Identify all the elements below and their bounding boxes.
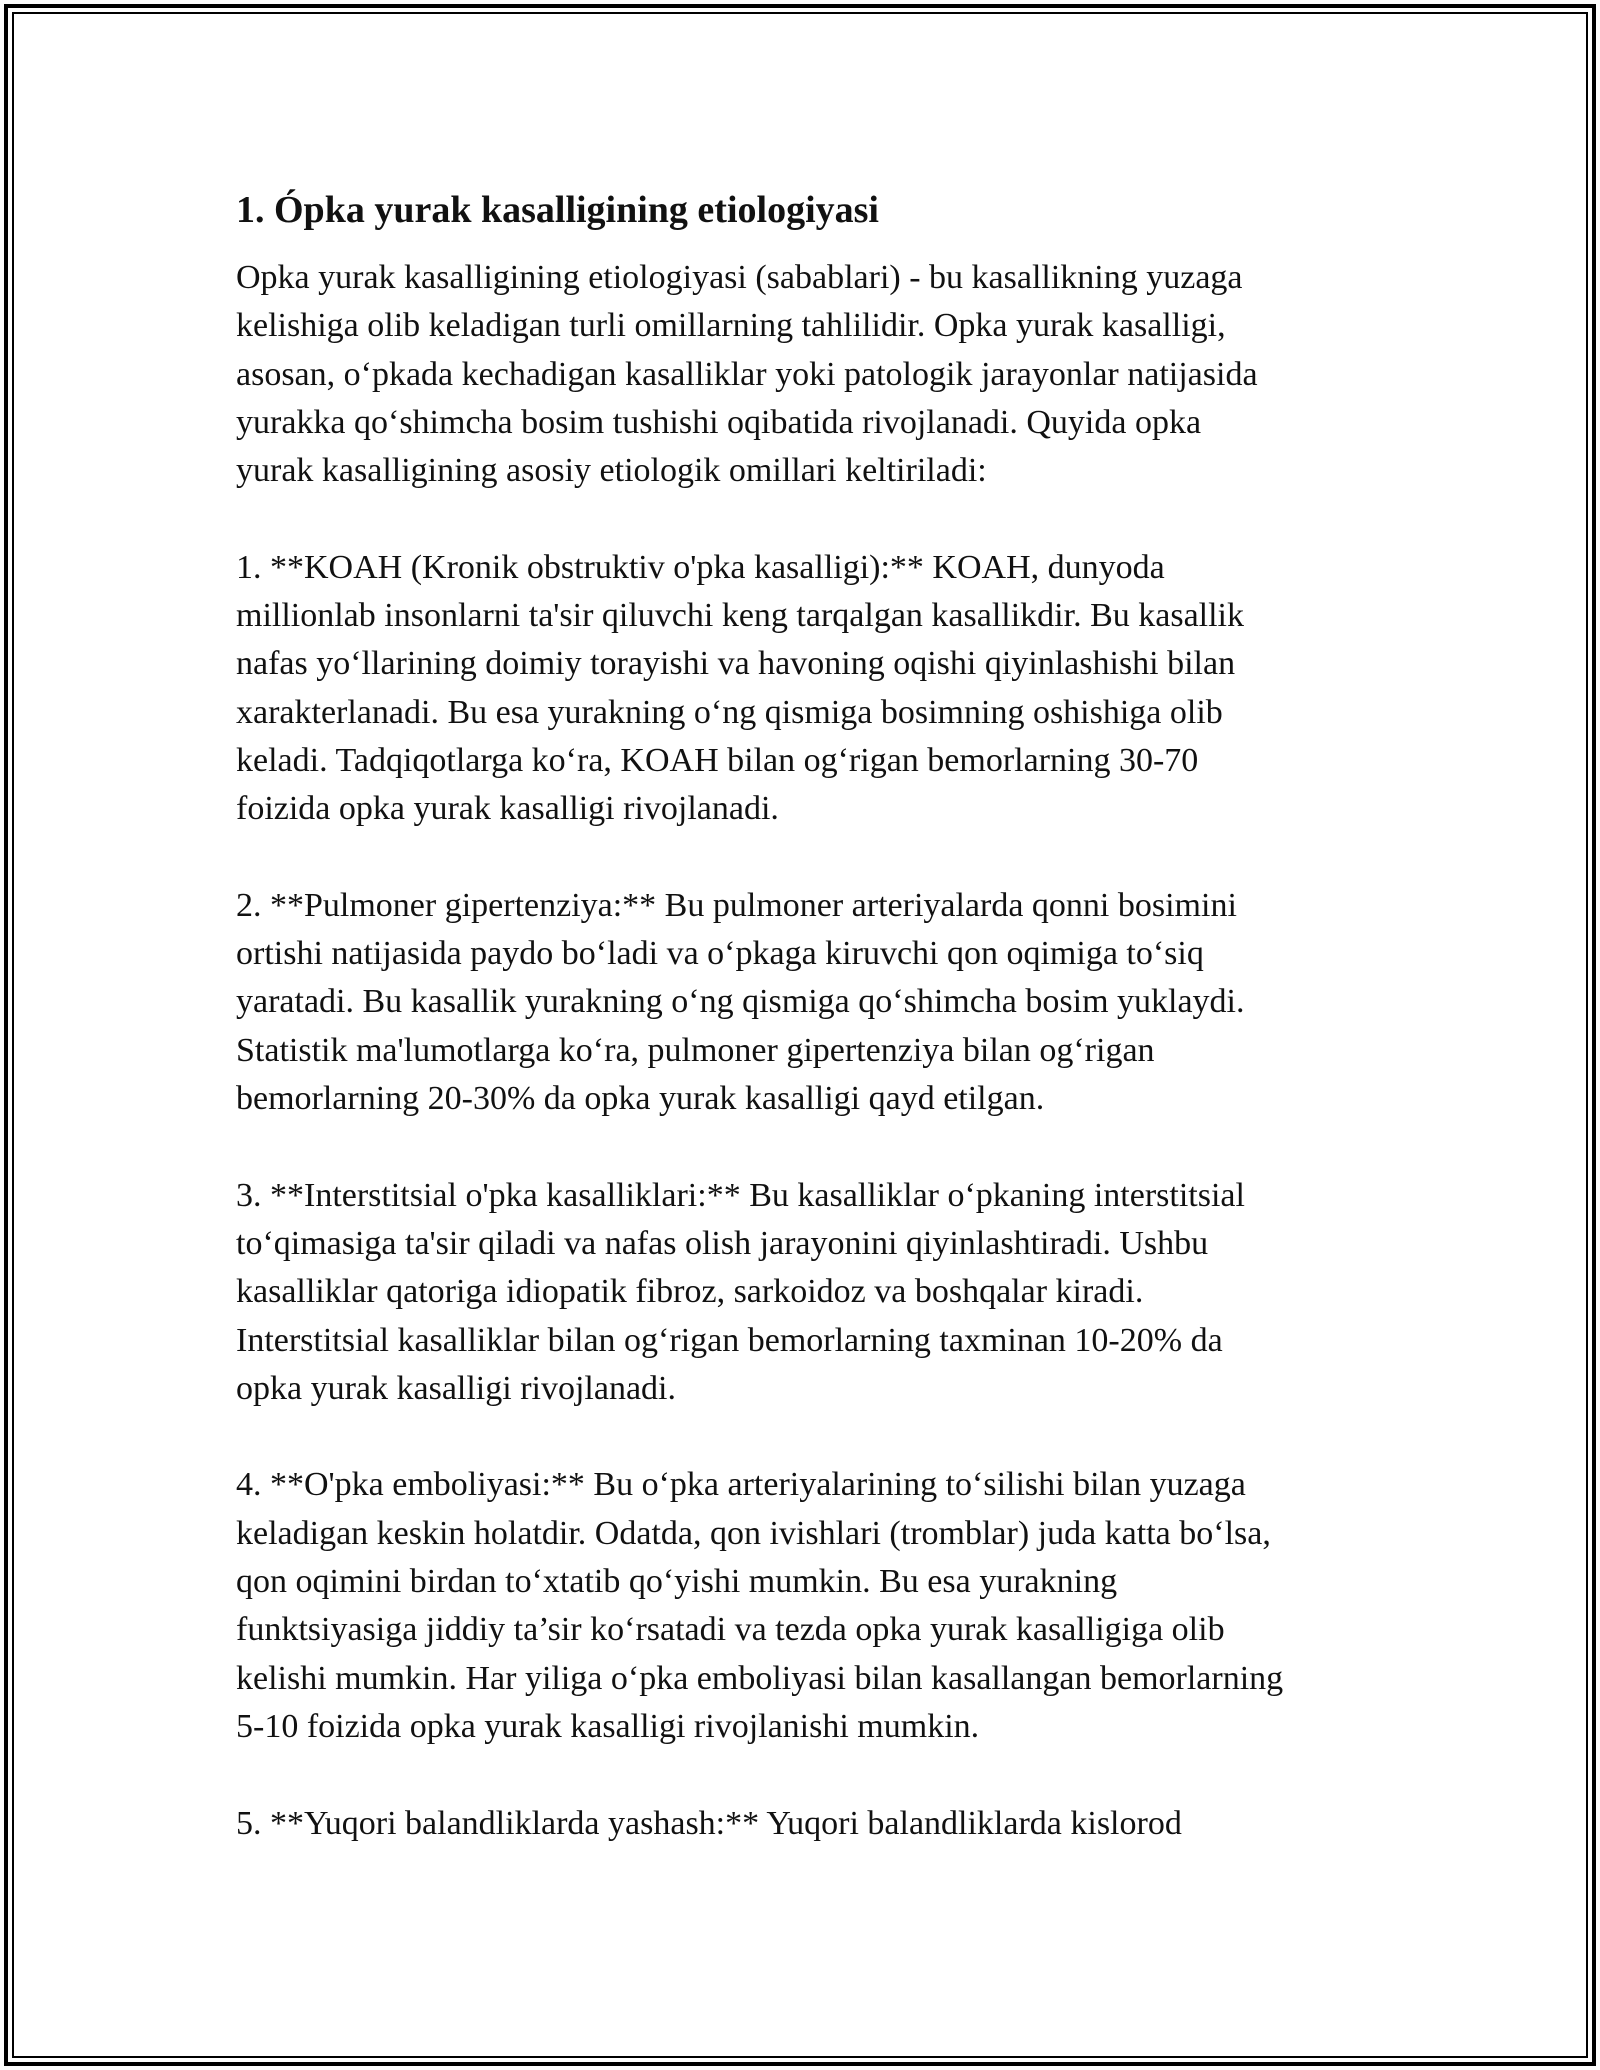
text-line: Opka yurak kasalligining etiologiyasi (sabablari) - bu kasallikning yuzaga xyxy=(236,259,1243,296)
text-line: 5-10 foizida opka yurak kasalligi rivojlanishi mumkin. xyxy=(236,1707,980,1745)
text-line: funktsiyasiga jiddiy ta’sir ko‘rsatadi va tezda opka yurak kasalligiga olib xyxy=(236,1611,1225,1649)
text-line: millionlab insonlarni ta'sir qiluvchi keng tarqalgan kasallikdir. Bu kasallik xyxy=(236,597,1244,635)
paragraph-list xyxy=(236,254,1386,1848)
paragraph xyxy=(236,1461,1386,1751)
paragraph xyxy=(236,882,1386,1123)
paragraph xyxy=(236,1800,1386,1848)
text-line: foizida opka yurak kasalligi rivojlanadi. xyxy=(236,790,779,828)
text-line: yurakka qo‘shimcha bosim tushishi oqibatida rivojlanadi. Quyida opka xyxy=(236,403,1202,441)
text-line: qon oqimini birdan to‘xtatib qo‘yishi mumkin. Bu esa yurakning xyxy=(236,1563,1118,1601)
text-line: keladi. Tadqiqotlarga ko‘ra, KOAH bilan og‘rigan bemorlarning 30-70 xyxy=(236,741,1199,779)
text-line: bemorlarning 20-30% da opka yurak kasalligi qayd etilgan. xyxy=(236,1080,1045,1118)
text-line: yurak kasalligining asosiy etiologik omillari keltiriladi: xyxy=(236,452,987,490)
text-line: nafas yo‘llarining doimiy torayishi va havoning oqishi qiyinlashishi bilan xyxy=(236,645,1236,683)
text-line: 4. **O'pka emboliyasi:** Bu o‘pka arteriyalarining to‘silishi bilan yuzaga xyxy=(236,1466,1246,1504)
text-line: Interstitsial kasalliklar bilan og‘rigan bemorlarning taxminan 10-20% da xyxy=(236,1321,1223,1359)
text-line: ortishi natijasida paydo bo‘ladi va o‘pkaga kiruvchi qon oqimiga to‘siq xyxy=(236,935,1204,973)
text-line: 3. **Interstitsial o'pka kasalliklari:** Bu kasalliklar o‘pkaning interstitsial xyxy=(236,1176,1245,1214)
text-line: asosan, o‘pkada kechadigan kasalliklar yoki patologik jarayonlar natijasida xyxy=(236,355,1258,393)
document-body xyxy=(236,186,1386,1896)
text-line: Statistik ma'lumotlarga ko‘ra, pulmoner gipertenziya bilan og‘rigan xyxy=(236,1031,1155,1069)
text-line: kelishi mumkin. Har yiliga o‘pka emboliyasi bilan kasallangan bemorlarning xyxy=(236,1659,1284,1697)
paragraph xyxy=(236,1172,1386,1413)
text-line: keladigan keskin holatdir. Odatda, qon ivishlari (tromblar) juda katta bo‘lsa, xyxy=(236,1514,1271,1552)
text-line: kelishiga olib keladigan turli omillarning tahlilidir. Opka yurak kasalligi, xyxy=(236,307,1226,345)
text-line: 1. **KOAH (Kronik obstruktiv o'pka kasalligi):** KOAH, dunyoda xyxy=(236,548,1165,586)
text-line: yaratadi. Bu kasallik yurakning o‘ng qismiga qo‘shimcha bosim yuklaydi. xyxy=(236,983,1245,1021)
document-heading: 1. Ópka yurak kasalligining etiologiyasi xyxy=(236,189,879,231)
paragraph xyxy=(236,254,1386,495)
text-line: kasalliklar qatoriga idiopatik fibroz, sarkoidoz va boshqalar kiradi. xyxy=(236,1273,1144,1311)
text-line: xarakterlanadi. Bu esa yurakning o‘ng qismiga bosimning oshishiga olib xyxy=(236,693,1223,731)
text-line: opka yurak kasalligi rivojlanadi. xyxy=(236,1369,676,1407)
text-line: 2. **Pulmoner gipertenziya:** Bu pulmoner arteriyalarda qonni bosimini xyxy=(236,886,1237,924)
paragraph xyxy=(236,544,1386,834)
text-line: to‘qimasiga ta'sir qiladi va nafas olish jarayonini qiyinlashtiradi. Ushbu xyxy=(236,1224,1209,1262)
text-line: 5. **Yuqori balandliklarda yashash:** Yuqori balandliklarda kislorod xyxy=(236,1804,1182,1842)
